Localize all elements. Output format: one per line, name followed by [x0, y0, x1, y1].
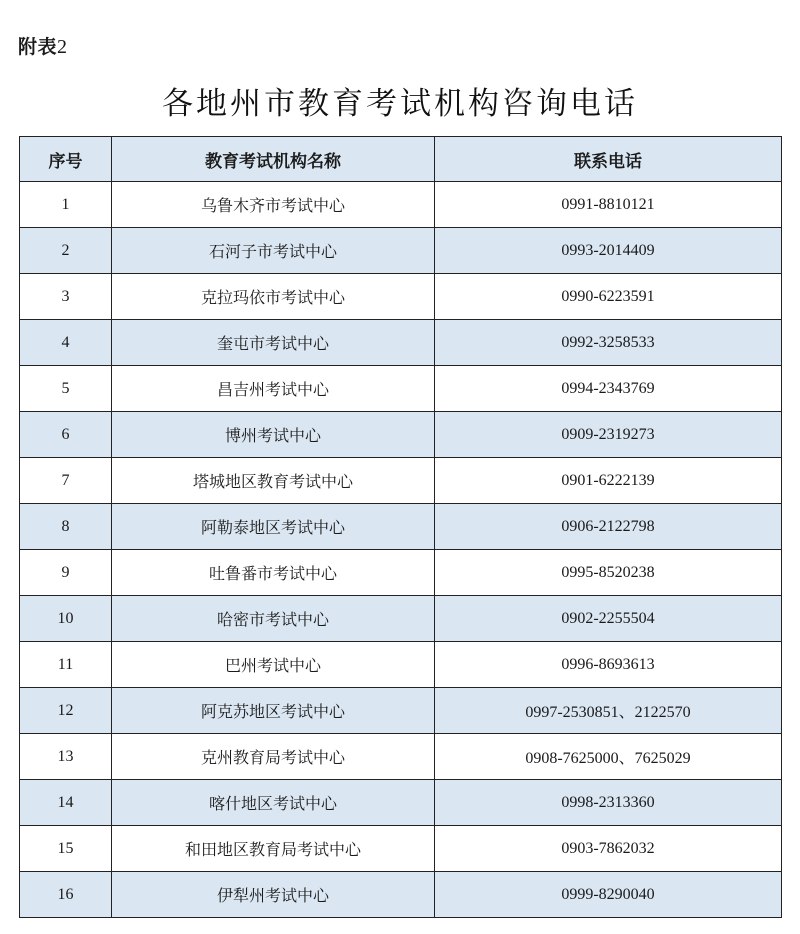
table-row [20, 780, 782, 826]
cell-phone: 0995-8520238 [435, 550, 782, 596]
annex-text: 附表 [18, 36, 58, 58]
cell-index: 10 [20, 596, 112, 642]
cell-name: 乌鲁木齐市考试中心 [112, 182, 435, 228]
table-row [20, 458, 782, 504]
table-row [20, 642, 782, 688]
cell-phone: 0999-8290040 [435, 872, 782, 918]
cell-name: 吐鲁番市考试中心 [112, 550, 435, 596]
table-row [20, 504, 782, 550]
cell-phone: 0908-7625000、7625029 [435, 734, 782, 780]
cell-phone: 0990-6223591 [435, 274, 782, 320]
table-row [20, 872, 782, 918]
cell-phone: 0903-7862032 [435, 826, 782, 872]
cell-phone: 0993-2014409 [435, 228, 782, 274]
cell-name: 和田地区教育局考试中心 [112, 826, 435, 872]
header-index: 序号 [20, 137, 112, 182]
table-row [20, 366, 782, 412]
table-row [20, 826, 782, 872]
cell-name: 阿勒泰地区考试中心 [112, 504, 435, 550]
cell-index: 15 [20, 826, 112, 872]
table-row [20, 596, 782, 642]
cell-phone: 0909-2319273 [435, 412, 782, 458]
contact-table [19, 136, 782, 918]
table-row [20, 228, 782, 274]
table-row [20, 412, 782, 458]
cell-phone: 0901-6222139 [435, 458, 782, 504]
cell-index: 16 [20, 872, 112, 918]
page-title: 各地州市教育考试机构咨询电话 [162, 86, 638, 122]
cell-name: 阿克苏地区考试中心 [112, 688, 435, 734]
cell-phone: 0997-2530851、2122570 [435, 688, 782, 734]
header-phone: 联系电话 [435, 137, 782, 182]
cell-name: 巴州考试中心 [112, 642, 435, 688]
cell-index: 5 [20, 366, 112, 412]
cell-index: 2 [20, 228, 112, 274]
cell-index: 1 [20, 182, 112, 228]
table-row [20, 274, 782, 320]
cell-phone: 0998-2313360 [435, 780, 782, 826]
cell-phone: 0906-2122798 [435, 504, 782, 550]
cell-phone: 0991-8810121 [435, 182, 782, 228]
cell-name: 克拉玛依市考试中心 [112, 274, 435, 320]
cell-index: 14 [20, 780, 112, 826]
cell-name: 博州考试中心 [112, 412, 435, 458]
cell-index: 4 [20, 320, 112, 366]
table-row [20, 688, 782, 734]
cell-name: 石河子市考试中心 [112, 228, 435, 274]
table-row [20, 320, 782, 366]
cell-index: 6 [20, 412, 112, 458]
cell-phone: 0996-8693613 [435, 642, 782, 688]
cell-name: 伊犁州考试中心 [112, 872, 435, 918]
cell-phone: 0992-3258533 [435, 320, 782, 366]
cell-phone: 0902-2255504 [435, 596, 782, 642]
cell-name: 奎屯市考试中心 [112, 320, 435, 366]
table-header-row [20, 137, 782, 182]
header-name: 教育考试机构名称 [112, 137, 435, 182]
annex-number: 2 [57, 36, 68, 58]
cell-index: 12 [20, 688, 112, 734]
cell-name: 克州教育局考试中心 [112, 734, 435, 780]
table-row [20, 182, 782, 228]
cell-index: 8 [20, 504, 112, 550]
cell-index: 9 [20, 550, 112, 596]
table-row [20, 734, 782, 780]
cell-index: 3 [20, 274, 112, 320]
cell-index: 7 [20, 458, 112, 504]
annex-label [18, 32, 68, 59]
cell-name: 昌吉州考试中心 [112, 366, 435, 412]
cell-phone: 0994-2343769 [435, 366, 782, 412]
cell-index: 11 [20, 642, 112, 688]
cell-name: 哈密市考试中心 [112, 596, 435, 642]
cell-index: 13 [20, 734, 112, 780]
cell-name: 喀什地区考试中心 [112, 780, 435, 826]
table-row [20, 550, 782, 596]
cell-name: 塔城地区教育考试中心 [112, 458, 435, 504]
